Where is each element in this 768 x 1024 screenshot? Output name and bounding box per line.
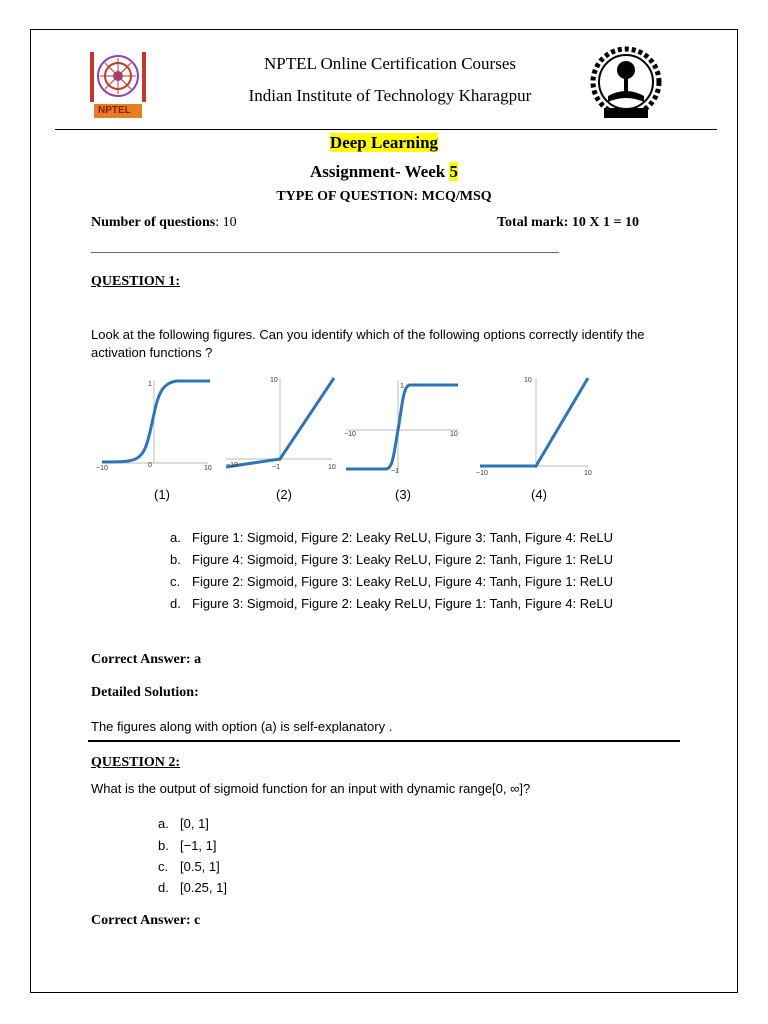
- q1-option-a: [170, 530, 613, 545]
- option-letter: d.: [158, 880, 169, 895]
- q1-text: Look at the following figures. Can you identify which of the following options correctly identify the activation functions ?: [91, 327, 645, 360]
- figure-4-relu: [476, 377, 592, 477]
- nptel-logo-text: NPTEL: [98, 105, 131, 116]
- q1-heading: QUESTION 1:: [91, 274, 181, 289]
- num-questions-label: Number of questions: [91, 215, 216, 230]
- option-letter: b.: [158, 838, 169, 853]
- option-letter: c.: [158, 859, 169, 874]
- q1-option-b: [170, 552, 613, 567]
- fig2-xmin: −10: [226, 462, 238, 469]
- q2-option-a: [158, 816, 209, 831]
- header-line-1: NPTEL Online Certification Courses: [264, 54, 516, 73]
- fig4-xmax: 10: [584, 470, 592, 477]
- course-title-row: [0, 133, 768, 153]
- assignment-title: [0, 162, 768, 182]
- option-text: [−1, 1]: [180, 838, 217, 853]
- fig3-xmin: −10: [344, 431, 356, 438]
- question-type: TYPE OF QUESTION: MCQ/MSQ: [276, 189, 492, 204]
- q1-solution-heading: Detailed Solution:: [91, 685, 199, 700]
- option-text: [0, 1]: [180, 816, 209, 831]
- option-text: Figure 4: Sigmoid, Figure 3: Leaky ReLU, Figure 2: Tanh, Figure 1: ReLU: [192, 552, 614, 567]
- fig1-xmin: −10: [96, 465, 108, 472]
- figure-label-4: (4): [531, 487, 547, 502]
- figure-3-tanh: [344, 380, 458, 475]
- num-questions-value: : 10: [215, 215, 237, 230]
- option-text: Figure 3: Sigmoid, Figure 2: Leaky ReLU, Figure 1: Tanh, Figure 4: ReLU: [192, 596, 614, 611]
- option-letter: a.: [170, 530, 181, 545]
- week-number: 5: [449, 162, 458, 181]
- nptel-logo: [88, 50, 148, 120]
- course-title: Deep Learning: [329, 133, 439, 152]
- q1-figures: [88, 372, 608, 482]
- fig1-xmax: 10: [204, 465, 212, 472]
- fig4-ymax: 10: [524, 377, 532, 384]
- q2-correct-answer: Correct Answer: c: [91, 913, 201, 928]
- fig3-ymin: −1: [391, 468, 399, 475]
- option-letter: c.: [170, 574, 181, 589]
- header-rule: [55, 129, 717, 130]
- fig3-xmax: 10: [450, 431, 458, 438]
- header-line-2: Indian Institute of Technology Kharagpur: [248, 86, 532, 105]
- fig4-xmin: −10: [476, 470, 488, 477]
- q2-option-c: [158, 859, 220, 874]
- q2-option-b: [158, 838, 217, 853]
- option-text: [0.5, 1]: [180, 859, 220, 874]
- q1-option-c: [170, 574, 613, 589]
- q1-option-d: [170, 596, 613, 611]
- total-mark: Total mark: 10 X 1 = 10: [497, 215, 640, 230]
- option-text: Figure 2: Sigmoid, Figure 3: Leaky ReLU, Figure 4: Tanh, Figure 1: ReLU: [192, 574, 614, 589]
- q2-option-d: [158, 880, 227, 895]
- figure-2-leaky-relu: [226, 377, 336, 471]
- option-letter: a.: [158, 816, 169, 831]
- iit-kgp-logo: [590, 46, 662, 124]
- figure-1-sigmoid: [96, 380, 212, 472]
- fig2-ymax: 10: [270, 377, 278, 384]
- figure-label-3: (3): [395, 487, 411, 502]
- option-letter: d.: [170, 596, 181, 611]
- q1-end-rule: [88, 740, 680, 742]
- fig1-origin: 0: [148, 462, 152, 469]
- assignment-prefix: Assignment- Week: [310, 162, 450, 181]
- q1-correct-answer: Correct Answer: a: [91, 652, 202, 667]
- figure-label-1: (1): [154, 487, 170, 502]
- fig2-xneg1: −1: [272, 464, 280, 471]
- option-text: Figure 1: Sigmoid, Figure 2: Leaky ReLU, Figure 3: Tanh, Figure 4: ReLU: [192, 530, 614, 545]
- option-text: [0.25, 1]: [180, 880, 227, 895]
- fig3-ymax: 1: [400, 383, 404, 390]
- num-questions: [91, 215, 237, 231]
- section-divider: ______________________________________________________________________________: [91, 240, 559, 254]
- fig2-xmax: 10: [328, 464, 336, 471]
- q2-heading: QUESTION 2:: [91, 755, 181, 770]
- option-letter: b.: [170, 552, 181, 567]
- figure-label-2: (2): [276, 487, 292, 502]
- q2-text: What is the output of sigmoid function for an input with dynamic range[0, ∞]?: [91, 781, 531, 796]
- fig1-ymax: 1: [148, 381, 152, 388]
- q1-solution-text: The figures along with option (a) is self-explanatory .: [91, 719, 393, 734]
